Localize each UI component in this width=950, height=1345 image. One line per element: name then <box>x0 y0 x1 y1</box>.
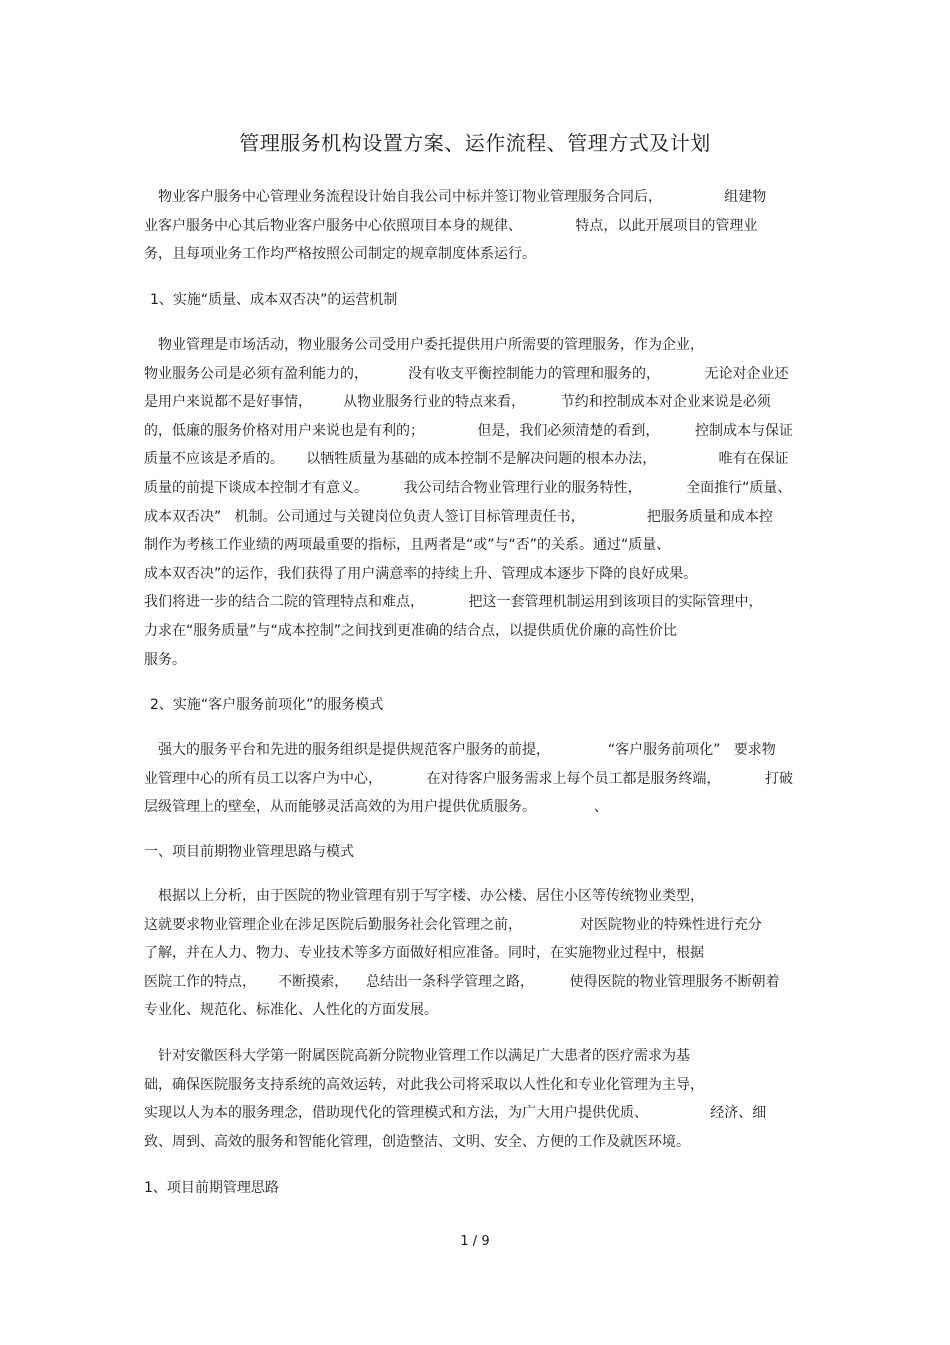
text-line: 业管理中心的所有员工以客户为中心， 在对待客户服务需求上每个员工都是服务终端， 打破 <box>144 770 794 787</box>
paragraph-quality-cost <box>144 331 808 674</box>
page-number: 1 / 9 <box>460 1234 490 1249</box>
text-line: 务，且每项业务工作均严格按照公司制定的规章制度体系运行。 <box>144 246 536 263</box>
section-heading-4: 1、项目前期管理思路 <box>144 1180 279 1196</box>
text-line: 这就要求物业管理企业在涉足医院后勤服务社会化管理之前， 对医院物业的特殊性进行充分 <box>144 916 762 933</box>
text-line: 致、周到、高效的服务和智能化管理，创造整洁、文明、安全、方便的工作及就医环境。 <box>144 1133 690 1150</box>
paragraph-intro <box>144 183 808 269</box>
text-line: 物业服务公司是必须有盈利能力的， 没有收支平衡控制能力的管理和服务的， 无论对企业还 <box>144 365 789 382</box>
text-line: 力求在“服务质量”与“成本控制”之间找到更准确的结合点，以提供质优价廉的高性价比 <box>144 622 678 639</box>
text-line: 制作为考核工作业绩的两项最重要的指标，且两者是“或”与“否”的关系。通过“质量、 <box>144 537 671 554</box>
text-line: 了解，并在人力、物力、专业技术等多方面做好相应准备。同时，在实施物业过程中，根据 <box>144 945 704 962</box>
text-line: 强大的服务平台和先进的服务组织是提供规范客户服务的前提， “客户服务前项化” 要求物 <box>158 742 776 758</box>
text-line: 根据以上分析，由于医院的物业管理有别于写字楼、办公楼、居住小区等传统物业类型， <box>158 888 704 904</box>
paragraph-analysis <box>144 882 808 1025</box>
document-title: 管理服务机构设置方案、运作流程、管理方式及计划 <box>239 131 711 155</box>
text-line: 成本双否决” 机制。公司通过与关键岗位负责人签订目标管理责任书， 把服务质量和成本控 <box>144 508 773 525</box>
text-line: 服务。 <box>144 651 186 668</box>
text-line: 础，确保医院服务支持系统的高效运转，对此我公司将采取以人性化和专业化管理为主导， <box>144 1076 704 1093</box>
paragraph-hospital <box>144 1042 808 1156</box>
text-line: 是用户来说都不是好事情， 从物业服务行业的特点来看， 节约和控制成本对企业来说是必须 <box>144 394 771 411</box>
section-heading-1: 1、实施“质量、成本双否决”的运营机制 <box>150 292 398 308</box>
text-line: 的，低廉的服务价格对用户来说也是有利的； 但是，我们必须清楚的看到， 控制成本与保证 <box>144 422 794 439</box>
text-line: 我们将进一步的结合二院的管理特点和难点， 把这一套管理机制运用到该项目的实际管理中， <box>144 594 763 611</box>
text-line: 医院工作的特点， 不断摸索， 总结出一条科学管理之路， 使得医院的物业管理服务不断朝着 <box>144 973 780 990</box>
text-line: 物业客户服务中心管理业务流程设计始自我公司中标并签订物业管理服务合同后， 组建物 <box>158 189 767 205</box>
text-line: 专业化、规范化、标准化、人性化的方面发展。 <box>144 1002 438 1019</box>
text-line: 层级管理上的壁垒，从而能够灵活高效的为用户提供优质服务。 、 <box>144 799 608 816</box>
text-line: 物业管理是市场活动，物业服务公司受用户委托提供用户所需要的管理服务，作为企业， <box>158 337 704 353</box>
text-line: 实现以人为本的服务理念，借助现代化的管理模式和方法，为广大用户提供优质、 经济、细 <box>144 1105 767 1122</box>
text-line: 成本双否决”的运作，我们获得了用户满意率的持续上升、管理成本逐步下降的良好成果。 <box>144 565 698 582</box>
section-heading-2: 2、实施“客户服务前项化”的服务模式 <box>150 697 384 713</box>
text-line: 质量不应该是矛盾的。 以牺牲质量为基础的成本控制不是解决问题的根本办法， 唯有在保证 <box>144 451 789 468</box>
text-line: 业客户服务中心其后物业客户服务中心依照项目本身的规律、 特点，以此开展项目的管理业 <box>144 217 758 234</box>
section-heading-3: 一、项目前期物业管理思路与模式 <box>144 844 354 860</box>
paragraph-customer-service <box>144 736 808 822</box>
text-line: 针对安徽医科大学第一附属医院高新分院物业管理工作以满足广大患者的医疗需求为基 <box>158 1048 690 1064</box>
text-line: 质量的前提下谈成本控制才有意义。 我公司结合物业管理行业的服务特性， 全面推行“质量、 <box>144 479 792 496</box>
